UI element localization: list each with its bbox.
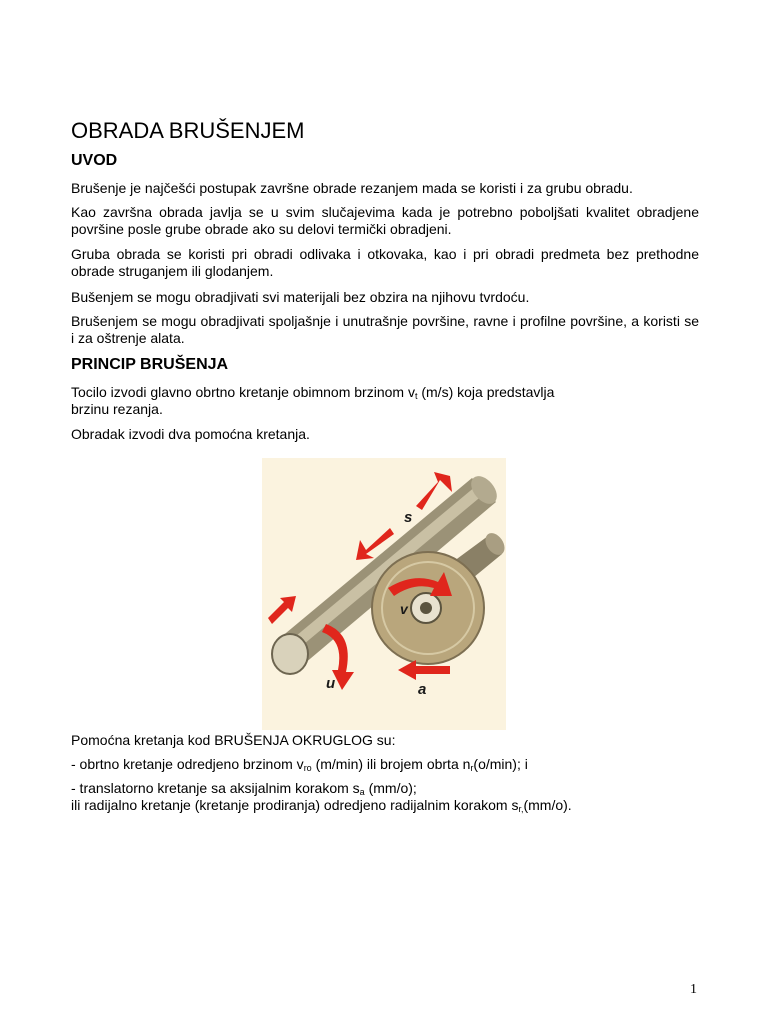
paragraph-5: Brušenjem se mogu obradjivati spoljašnje i unutrašnje površine, ravne i profilne površine, a koristi se i za oštrenje alata. xyxy=(71,313,699,346)
subscript-a: a xyxy=(359,787,365,797)
paragraph-8: Pomoćna kretanja kod BRUŠENJA OKRUGLOG su: xyxy=(71,732,396,748)
paragraph-3: Gruba obrada se koristi pri obradi odlivaka i otkovaka, kao i pri obradi predmeta bez prethodne obrade struganjem ili glodanjem. xyxy=(71,246,699,279)
paragraph-10-text-b: (mm/o); xyxy=(364,780,417,796)
subscript-r: r xyxy=(470,763,474,773)
paragraph-6-text-c: brzinu rezanja. xyxy=(71,401,163,417)
page-title: OBRADA BRUŠENJEM xyxy=(71,118,305,143)
paragraph-4: Bušenjem se mogu obradjivati svi materijali bez obzira na njihovu tvrdoću. xyxy=(71,289,530,305)
page-number: 1 xyxy=(690,982,697,997)
label-a: a xyxy=(418,681,427,698)
paragraph-9-text-a: - obrtno kretanje odredjeno brzinom v xyxy=(71,756,304,772)
paragraph-6-text-b: (m/s) koja predstavlja xyxy=(417,384,555,400)
paragraph-11-text-a: ili radijalno kretanje (kretanje prodiranja) odredjeno radijalnim korakom s xyxy=(71,797,519,813)
paragraph-2: Kao završna obrada javlja se u svim slučajevima kada je potrebno poboljšati kvalitet obradjene površine posle grube obrade ako su delovi termički obradjeni. xyxy=(71,204,699,237)
paragraph-9-text-b: (m/min) ili brojem obrta n xyxy=(311,756,471,772)
grinding-wheel xyxy=(372,552,484,664)
paragraph-11-text-b: (mm/o). xyxy=(523,797,572,813)
paragraph-6-text-a: Tocilo izvodi glavno obrtno kretanje obimnom brzinom v xyxy=(71,384,415,400)
label-s: s xyxy=(404,509,413,526)
paragraph-7: Obradak izvodi dva pomoćna kretanja. xyxy=(71,426,310,442)
subscript-t: t xyxy=(414,391,418,401)
section-heading-princip: PRINCIP BRUŠENJA xyxy=(71,356,229,373)
paragraph-9-text-c: (o/min); i xyxy=(473,756,528,772)
label-u: u xyxy=(326,675,336,692)
section-heading-uvod: UVOD xyxy=(71,152,118,169)
subscript-r-comma: r, xyxy=(518,804,524,814)
paragraph-9 xyxy=(71,756,699,773)
subscript-ro: ro xyxy=(303,763,312,773)
workpiece-end-face xyxy=(272,634,308,674)
paragraph-11 xyxy=(71,797,699,814)
label-v: v xyxy=(400,601,408,617)
paragraph-10 xyxy=(71,780,699,797)
paragraph-1: Brušenje je najčešći postupak završne obrade rezanjem mada se koristi i za grubu obradu. xyxy=(71,180,633,196)
grinding-diagram-svg xyxy=(262,458,506,730)
grinding-illustration xyxy=(262,458,506,730)
paragraph-6 xyxy=(71,384,699,418)
paragraph-10-text-a: - translatorno kretanje sa aksijalnim korakom s xyxy=(71,780,360,796)
